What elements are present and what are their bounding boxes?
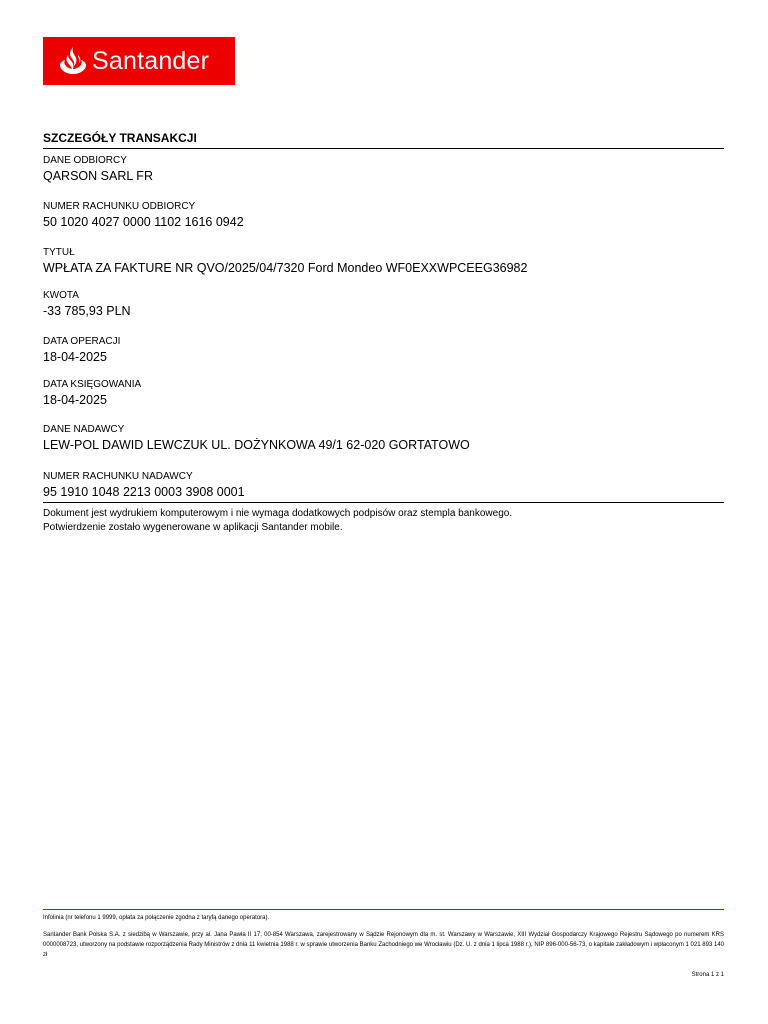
- disclaimer-line: Potwierdzenie zostało wygenerowane w aplikacji Santander mobile.: [43, 522, 343, 533]
- field-value: 95 1910 1048 2213 0003 3908 0001: [43, 485, 245, 499]
- field-label: DANE ODBIORCY: [43, 155, 127, 166]
- field-value: 50 1020 4027 0000 1102 1616 0942: [43, 215, 244, 229]
- disclaimer-line: Dokument jest wydrukiem komputerowym i nie wymaga dodatkowych podpisów oraz stempla bankowego.: [43, 508, 513, 519]
- field-operation-date: [43, 336, 724, 365]
- page-number: Strona 1 z 1: [691, 972, 724, 978]
- field-value: 18-04-2025: [43, 393, 107, 407]
- field-label: KWOTA: [43, 290, 79, 301]
- footer-legal: Santander Bank Polska S.A. z siedzibą w Warszawie, przy al. Jana Pawła II 17, 00-854 Warszawa, zarejestrowany w Sądzie Rejonowym dla m. st. Warszawy w Warszawie, XIII Wydział Gospodarczy Krajowego Rejestru Sądowego po numerem KRS 0000008723, utworzony na podstawie rozporządzenia Rady Ministrów z dnia 11 kwietnia 1988 r. w sprawie utworzenia Banku Zachodniego we Wrocławiu (Dz. U. z dnia 1 lipca 1988 r.), NIP 896-000-56-73, o kapitale zakładowym i wpłaconym 1 021 893 140 zł: [43, 932, 724, 958]
- santander-logo: [43, 37, 235, 85]
- field-value: WPŁATA ZA FAKTURE NR QVO/2025/04/7320 Ford Mondeo WF0EXXWPCEEG36982: [43, 261, 528, 275]
- brand-name: Santander: [92, 46, 210, 75]
- disclaimer-note: [43, 507, 512, 535]
- field-sender: [43, 424, 724, 453]
- field-label: DANE NADAWCY: [43, 424, 125, 435]
- field-label: NUMER RACHUNKU ODBIORCY: [43, 201, 196, 212]
- footer-infolinia: Infolinia (nr telefonu 1 9999, opłata za połączenie zgodna z taryfą danego operatora).: [43, 915, 270, 921]
- section-title: SZCZEGÓŁY TRANSAKCJI: [43, 131, 724, 149]
- field-label: DATA OPERACJI: [43, 336, 121, 347]
- field-label: DATA KSIĘGOWANIA: [43, 379, 142, 390]
- footer-divider: [43, 909, 724, 910]
- field-value: QARSON SARL FR: [43, 169, 153, 183]
- field-value: LEW-POL DAWID LEWCZUK UL. DOŻYNKOWA 49/1 62-020 GORTATOWO: [43, 438, 470, 452]
- field-label: NUMER RACHUNKU NADAWCY: [43, 471, 193, 482]
- field-recipient: [43, 155, 724, 184]
- field-label: TYTUŁ: [43, 247, 75, 258]
- field-value: -33 785,93 PLN: [43, 304, 131, 318]
- field-sender-account: [43, 471, 724, 503]
- flame-icon: [57, 45, 89, 77]
- field-recipient-account: [43, 201, 724, 230]
- field-amount: [43, 290, 724, 319]
- field-booking-date: [43, 379, 724, 408]
- field-value: 18-04-2025: [43, 350, 107, 364]
- field-title: [43, 247, 724, 276]
